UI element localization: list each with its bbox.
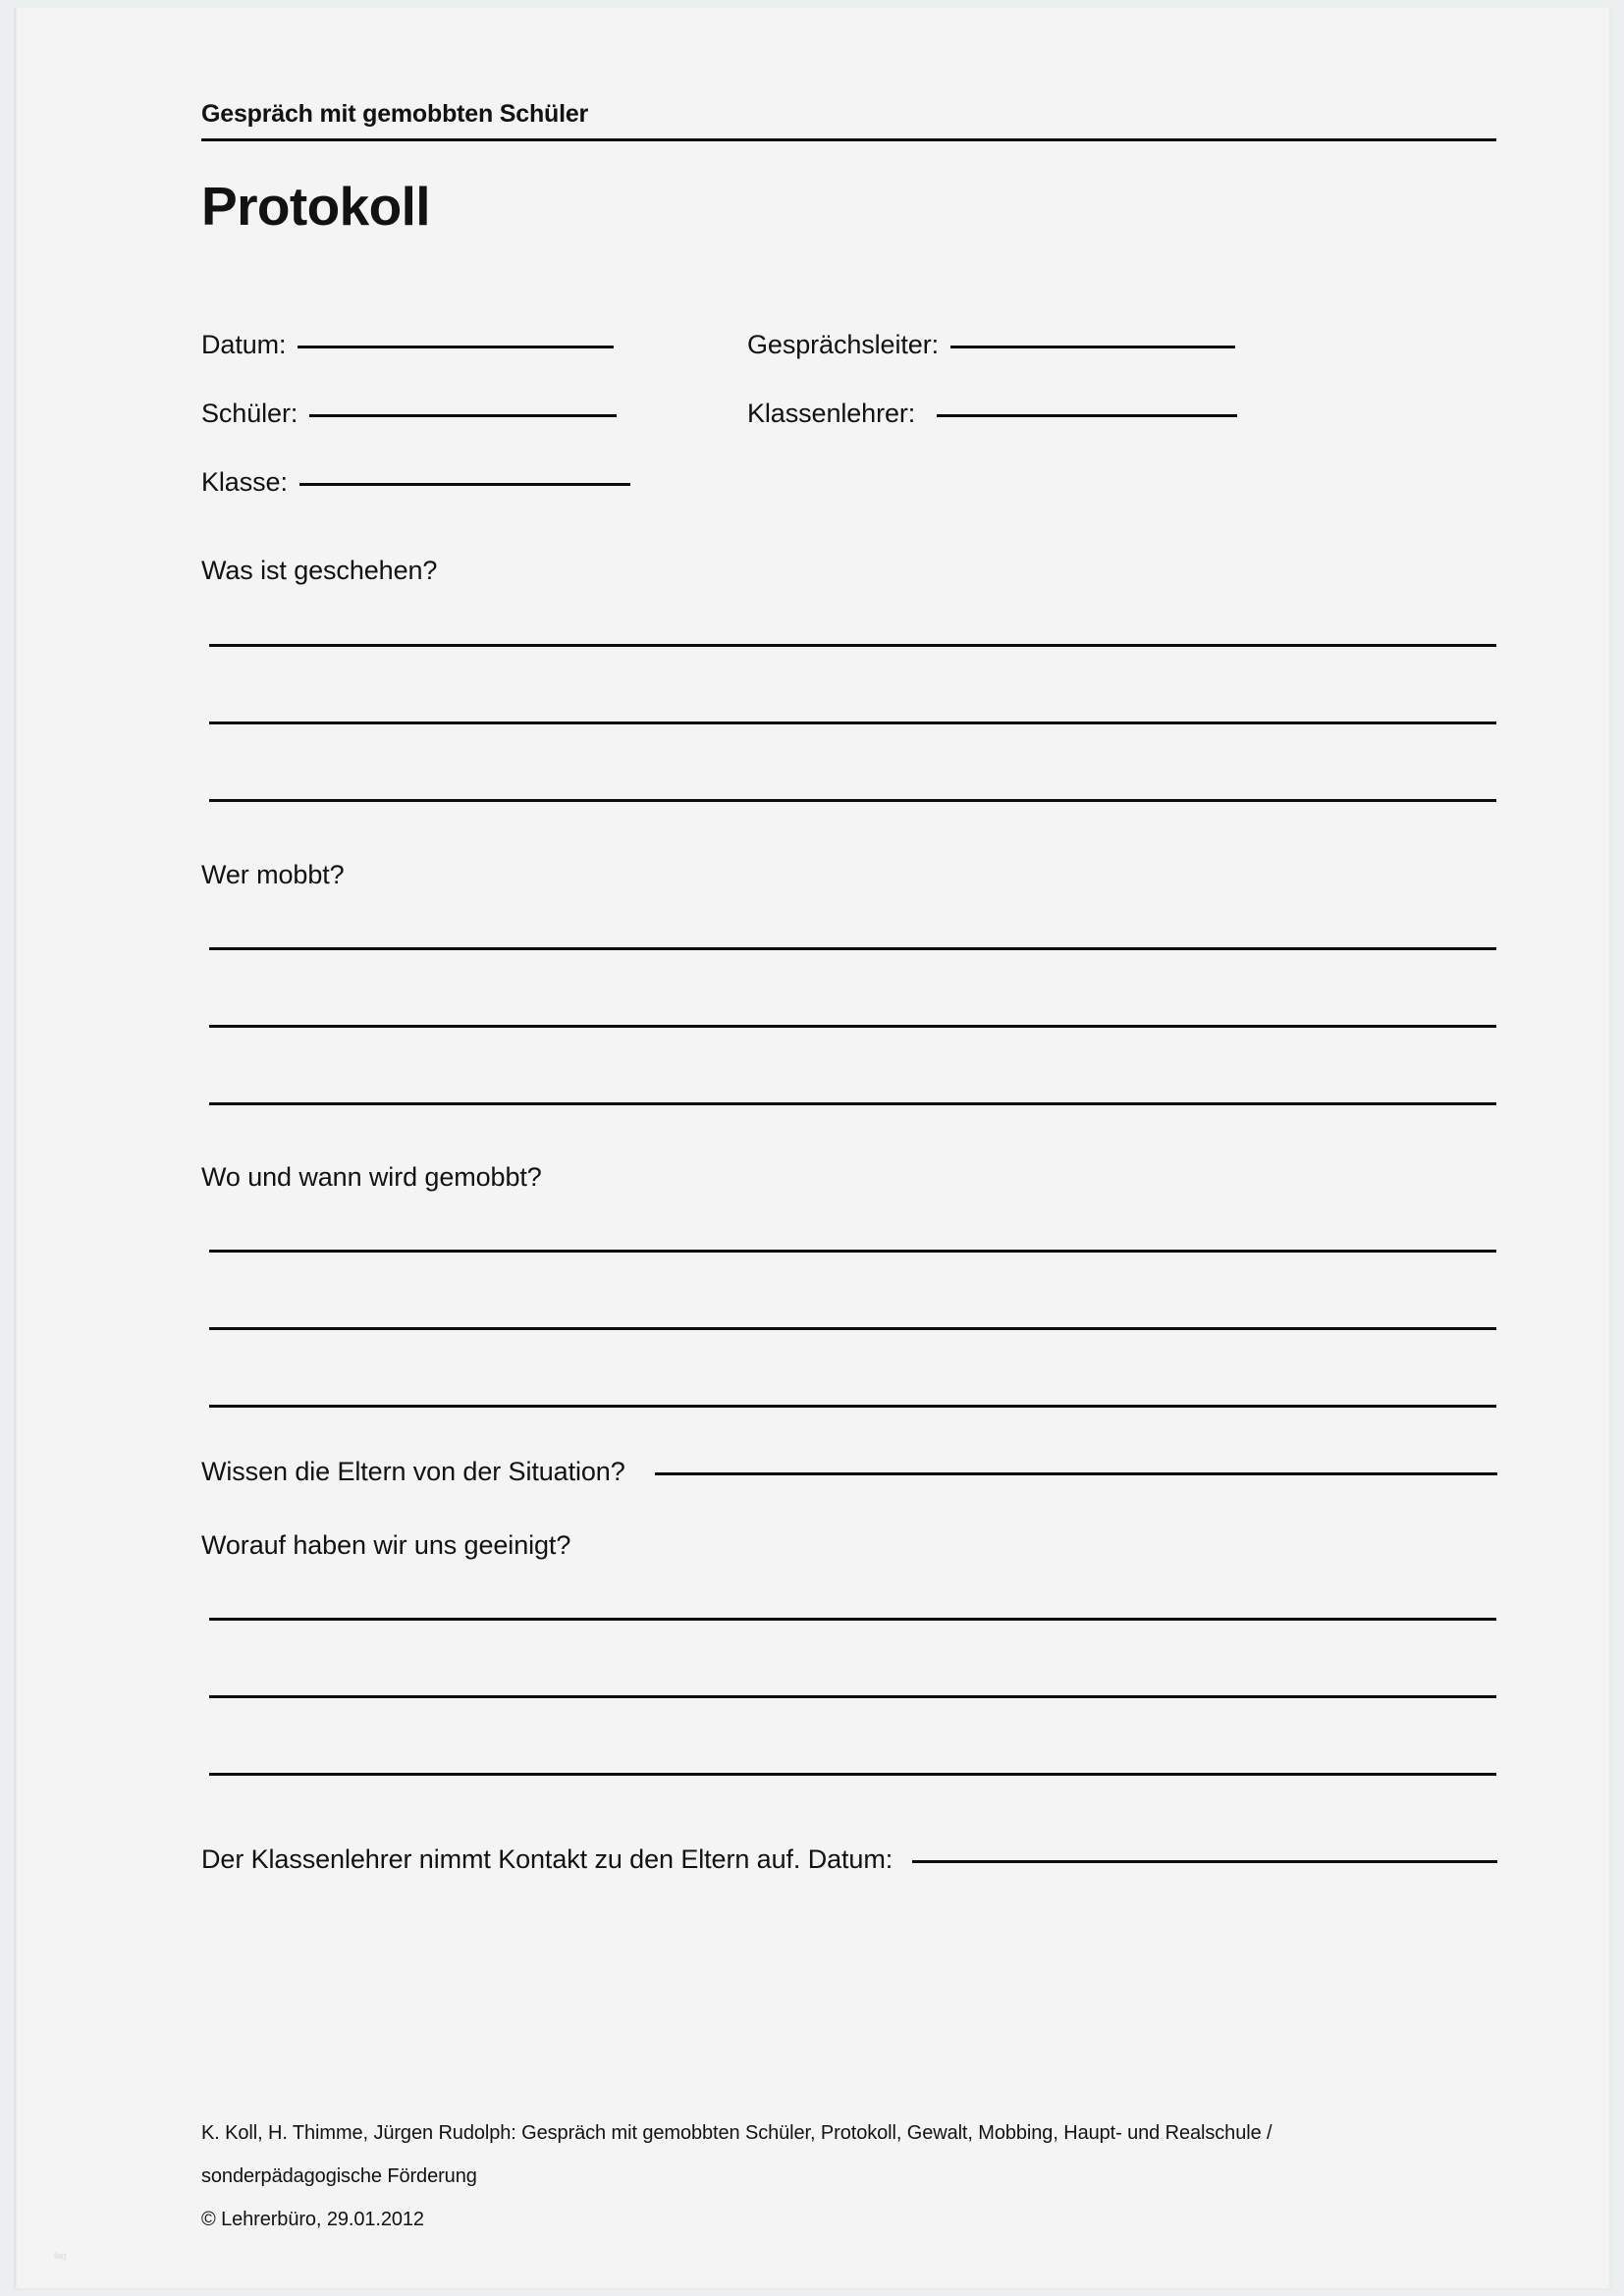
answer-line[interactable] <box>209 1327 1496 1330</box>
question-wer-mobbt: Wer mobbt? <box>201 860 345 889</box>
schueler-input-line[interactable] <box>309 414 617 417</box>
answer-line[interactable] <box>209 947 1496 950</box>
kontakt-label: Der Klassenlehrer nimmt Kontakt zu den Eltern auf. Datum: <box>201 1844 893 1874</box>
field-group-klassenlehrer <box>747 400 1237 427</box>
kontakt-datum-input-line[interactable] <box>912 1860 1497 1863</box>
page-sheet <box>14 8 1612 2290</box>
answer-line[interactable] <box>209 644 1496 647</box>
datum-input-line[interactable] <box>298 346 614 348</box>
answer-line[interactable] <box>209 1102 1496 1105</box>
klasse-input-line[interactable] <box>299 483 630 486</box>
klasse-label: Klasse: <box>201 467 288 497</box>
klassenlehrer-label: Klassenlehrer: <box>747 399 916 428</box>
footer-copyright: © Lehrerbüro, 29.01.2012 <box>201 2209 424 2230</box>
eltern-answer-line[interactable] <box>655 1472 1497 1475</box>
field-row-datum <box>201 332 1497 358</box>
field-row-schueler <box>201 400 1497 427</box>
gespraechsleiter-input-line[interactable] <box>950 346 1235 348</box>
gespraechsleiter-label: Gesprächsleiter: <box>747 330 939 359</box>
footer-citation-line-2: sonderpädagogische Förderung <box>201 2165 477 2187</box>
answer-line[interactable] <box>209 1773 1496 1776</box>
answer-line[interactable] <box>209 1250 1496 1253</box>
question-was-ist-geschehen: Was ist geschehen? <box>201 556 438 585</box>
sheet-edge-left <box>15 8 18 2290</box>
field-group-gespraechsleiter <box>747 332 1235 358</box>
scan-artifact-mark: llag <box>54 2251 67 2261</box>
question-worauf-geeinigt: Worauf haben wir uns geeinigt? <box>201 1530 571 1560</box>
answer-line[interactable] <box>209 1025 1496 1028</box>
running-head-rule <box>201 138 1496 141</box>
footer <box>201 2123 1497 2229</box>
question-wo-und-wann: Wo und wann wird gemobbt? <box>201 1162 542 1192</box>
footer-citation-line-1: K. Koll, H. Thimme, Jürgen Rudolph: Gespräch mit gemobbten Schüler, Protokoll, Gewalt, Mobbing, Haupt- und Realschule / <box>201 2122 1272 2144</box>
running-head <box>201 101 1496 141</box>
klassenlehrer-input-line[interactable] <box>937 414 1237 417</box>
closing-row-kontakt <box>201 1846 1497 1873</box>
answer-line[interactable] <box>209 1695 1496 1698</box>
answer-line[interactable] <box>209 1405 1496 1408</box>
question-row-eltern <box>201 1459 1497 1485</box>
field-row-klasse <box>201 469 1497 496</box>
datum-label: Datum: <box>201 330 287 359</box>
answer-line[interactable] <box>209 721 1496 724</box>
running-head-text: Gespräch mit gemobbten Schüler <box>201 100 589 128</box>
document-content <box>201 8 1497 2290</box>
sheet-edge-right <box>1607 8 1611 2290</box>
answer-line[interactable] <box>209 1618 1496 1621</box>
answer-line[interactable] <box>209 799 1496 802</box>
question-wissen-eltern: Wissen die Eltern von der Situation? <box>201 1457 625 1486</box>
schueler-label: Schüler: <box>201 399 298 428</box>
page-title: Protokoll <box>201 176 430 237</box>
